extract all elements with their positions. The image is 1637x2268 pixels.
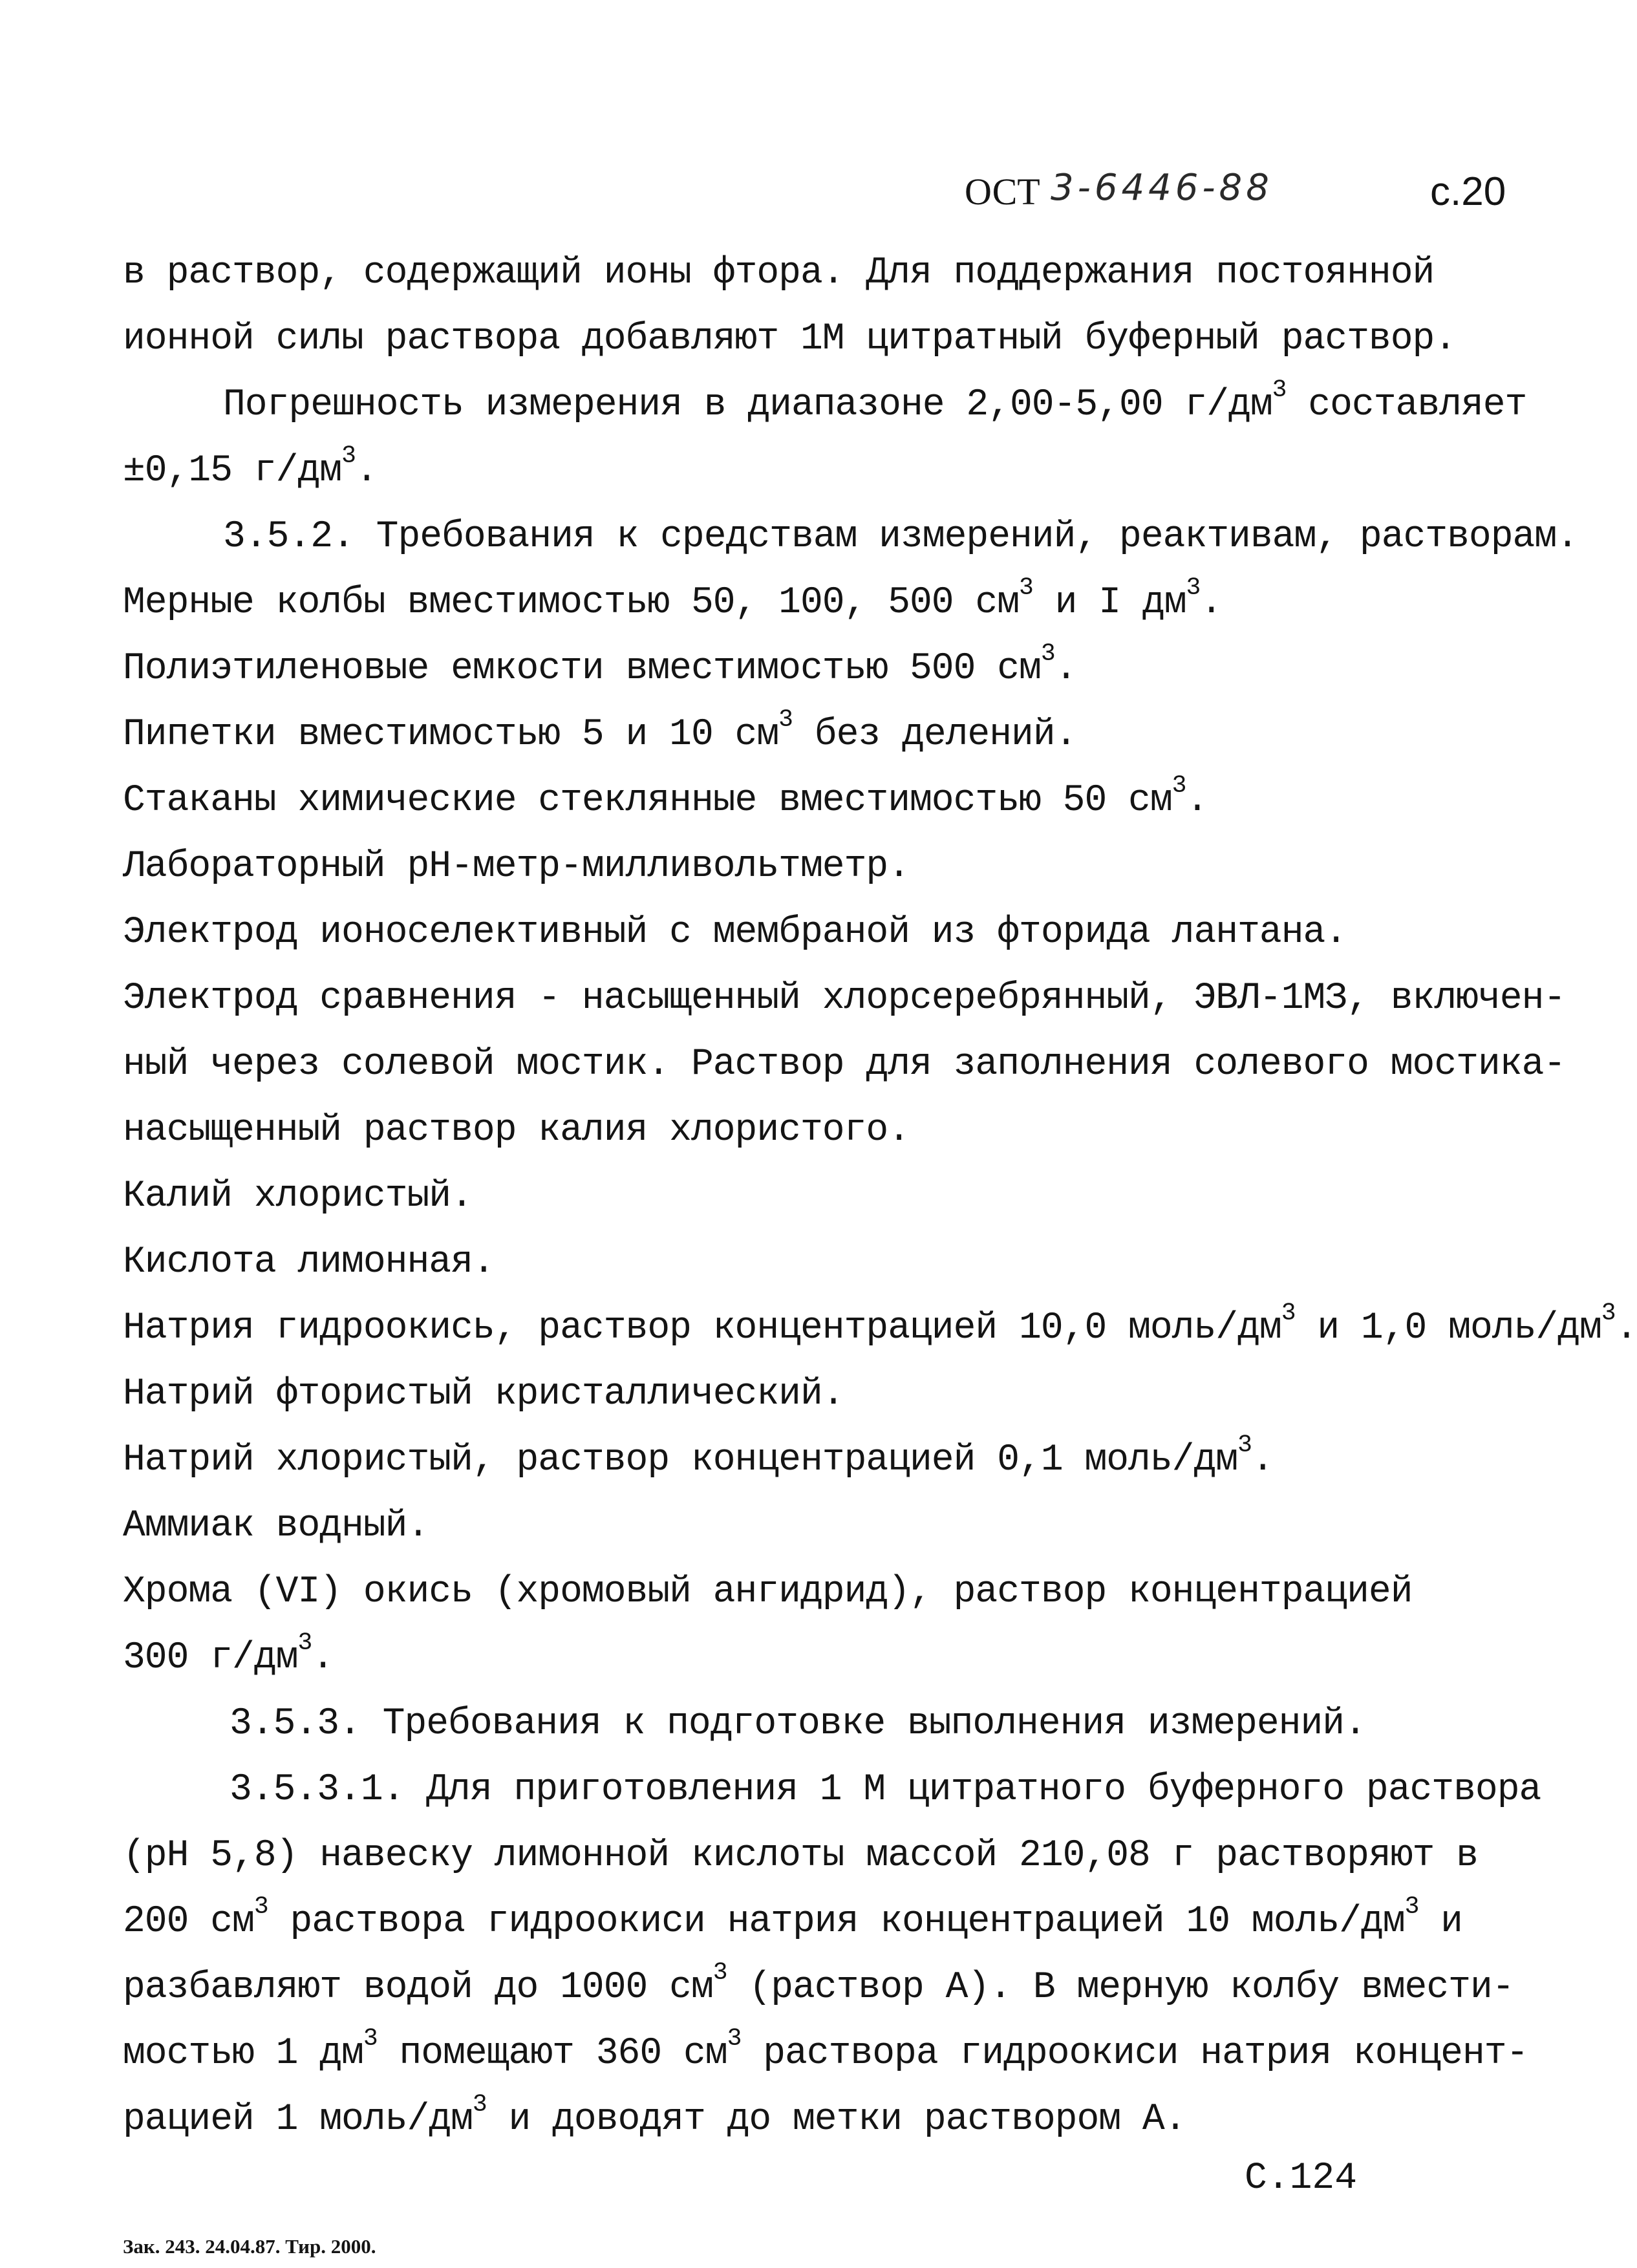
- text-line: Электрод ионоселективный с мембраной из фторида лантана.: [123, 912, 1347, 954]
- section-heading: 3.5.3. Требования к подготовке выполнения измерений.: [230, 1703, 1366, 1745]
- superscript: 3: [1237, 1431, 1252, 1459]
- text-line: мостью 1 $дм^3$ помещают 360 $см^3$ раствора гидроокиси натрия концент-: [123, 2024, 1528, 2075]
- superscript: 3: [1172, 771, 1186, 800]
- standard-prefix: ОСТ: [965, 171, 1040, 213]
- standard-number-handwritten: 3-6446-88: [1051, 167, 1273, 209]
- text-line: 300 $г/дм^3$.: [123, 1629, 334, 1679]
- text-line: Электрод сравнения - насыщенный хлорсеребрянный, ЭВЛ-1МЗ, включен-: [123, 978, 1566, 1020]
- text-line: Стаканы химические стеклянные вместимостью 50 $см^3$.: [123, 771, 1208, 822]
- print-imprint: Зак. 243. 24.04.87. Тир. 2000.: [123, 2235, 376, 2258]
- text-line: в раствор, содержащий ионы фтора. Для поддержания постоянной: [123, 252, 1435, 294]
- superscript: 3: [1186, 573, 1201, 602]
- text-line: Аммиак водный.: [123, 1505, 429, 1547]
- text-line: рацией 1 моль/$дм^3$ и доводят до метки раствором А.: [123, 2090, 1186, 2141]
- superscript: 3: [253, 1892, 268, 1921]
- text-line: Погрешность измерения в диапазоне 2,00-5,00 $г/дм^3$ составляет: [223, 376, 1527, 426]
- text-line: Лабораторный pH-метр-милливольтметр.: [123, 846, 910, 888]
- text-line: Кислота лимонная.: [123, 1241, 495, 1283]
- text-line: ионной силы раствора добавляют 1М цитратный буферный раствор.: [123, 318, 1457, 360]
- superscript: 3: [778, 705, 793, 734]
- text-line: Хрома (VI) окись (хромовый ангидрид), раствор концентрацией: [123, 1571, 1413, 1613]
- text-line: Натрий хлористый, раствор концентрацией 0,1 моль/$дм^3$.: [123, 1431, 1274, 1481]
- text-line: Натрий фтористый кристаллический.: [123, 1373, 844, 1415]
- text-line: Полиэтиленовые емкости вместимостью 500 $см^3$.: [123, 639, 1077, 690]
- text-line: 3.5.3.1. Для приготовления 1 М цитратного буферного раствора: [230, 1769, 1541, 1811]
- superscript: 3: [1281, 1299, 1296, 1327]
- section-heading: 3.5.2. Требования к средствам измерений, реактивам, растворам.: [223, 516, 1578, 558]
- superscript: 3: [712, 1958, 727, 1987]
- superscript: 3: [727, 2024, 742, 2053]
- text-line: разбавляют водой до 1000 $см^3$ (раствор А). В мерную колбу вмести-: [123, 1958, 1514, 2009]
- text-line: ±0,15 $г/дм^3$.: [123, 442, 378, 492]
- superscript: 3: [1272, 376, 1287, 404]
- text-line: (pH 5,8) навеску лимонной кислоты массой 210,08 г растворяют в: [123, 1835, 1478, 1877]
- superscript: 3: [1601, 1299, 1616, 1327]
- superscript: 3: [363, 2024, 378, 2053]
- text-line: 200 $см^3$ раствора гидроокиси натрия концентрацией 10 моль/$дм^3$ и: [123, 1892, 1462, 1943]
- text-line: Пипетки вместимостью 5 и 10 $см^3$ без делений.: [123, 705, 1077, 756]
- superscript: 3: [1040, 639, 1055, 668]
- text-line: Мерные колбы вместимостью 50, 100, 500 $см^3$ и I $дм^3$.: [123, 573, 1223, 624]
- page-code: С.124: [1245, 2157, 1358, 2199]
- text-line: ный через солевой мостик. Раствор для заполнения солевого мостика-: [123, 1043, 1566, 1086]
- superscript: 3: [297, 1629, 312, 1657]
- page-label: с.20: [1430, 169, 1506, 214]
- superscript: 3: [1404, 1892, 1419, 1921]
- superscript: 3: [472, 2090, 487, 2119]
- text-line: Натрия гидроокись, раствор концентрацией 10,0 моль/$дм^3$ и 1,0 моль/$дм^3$.: [123, 1299, 1637, 1349]
- superscript: 3: [341, 442, 356, 470]
- superscript: 3: [1019, 573, 1033, 602]
- text-line: Калий хлористый.: [123, 1175, 473, 1217]
- text-line: насыщенный раствор калия хлористого.: [123, 1109, 910, 1151]
